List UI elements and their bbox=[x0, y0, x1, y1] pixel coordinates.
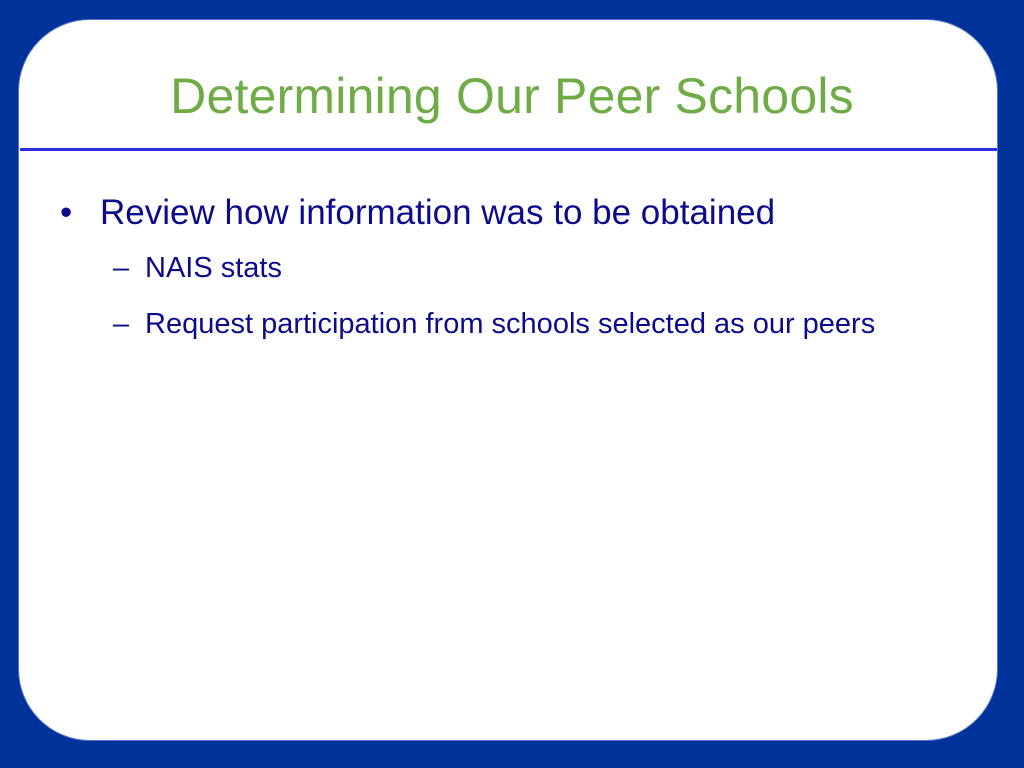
bullet-marker: • bbox=[60, 193, 73, 232]
sub-bullet-item bbox=[60, 301, 980, 347]
bullet-text: Review how information was to be obtained bbox=[100, 193, 776, 232]
slide-content bbox=[60, 187, 980, 347]
sub-bullet-marker: – bbox=[113, 308, 130, 340]
sub-bullet-text: NAIS stats bbox=[145, 252, 282, 284]
sub-bullet-marker: – bbox=[113, 252, 130, 284]
bullet-item bbox=[60, 187, 980, 239]
slide-title: Determining Our Peer Schools bbox=[170, 68, 854, 124]
title-divider bbox=[20, 148, 997, 151]
sub-bullet-text: Request participation from schools selected as our peers bbox=[145, 308, 876, 340]
sub-bullet-item bbox=[60, 245, 980, 291]
